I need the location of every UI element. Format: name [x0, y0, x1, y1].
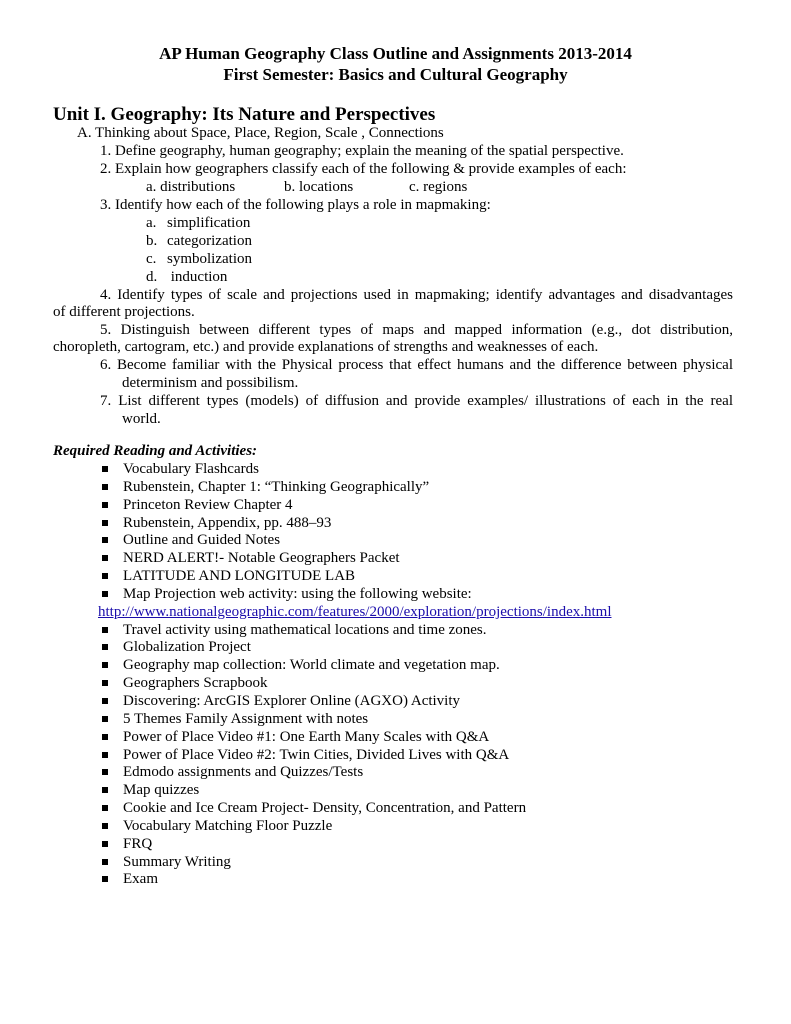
bullet-square-icon	[102, 841, 108, 847]
list-item: Geography map collection: World climate and vegetation map.	[100, 657, 760, 675]
outline-item-5-line2: choropleth, cartogram, etc.) and provide explanations of strengths and weaknesses of each.	[53, 339, 599, 355]
outline-item-4-line1: 4. Identify types of scale and projections used in mapmaking; identify advantages and disadvantages	[100, 287, 733, 303]
outline-item-6-line2: determinism and possibilism.	[122, 375, 299, 391]
section-a-heading: A. Thinking about Space, Place, Region, Scale , Connections	[77, 125, 444, 141]
list-item: Rubenstein, Appendix, pp. 488–93	[100, 515, 760, 533]
outline-item-3-a-letter: a.	[146, 215, 157, 231]
bullet-square-icon	[102, 484, 108, 490]
unit-heading: Unit I. Geography: Its Nature and Perspectives	[53, 104, 436, 125]
bullet-square-icon	[102, 555, 108, 561]
list-item: Exam	[100, 871, 760, 889]
list-item: Vocabulary Flashcards	[100, 461, 760, 479]
list-item: Travel activity using mathematical locations and time zones.	[100, 622, 760, 640]
outline-item-5-line1: 5. Distinguish between different types of maps and mapped information (e.g., dot distribution,	[100, 322, 733, 338]
list-item: Rubenstein, Chapter 1: “Thinking Geographically”	[100, 479, 760, 497]
outline-item-7-line1: 7. List different types (models) of diffusion and provide examples/ illustrations of each in the real	[100, 393, 733, 409]
outline-item-4-line2: of different projections.	[53, 304, 195, 320]
bullet-square-icon	[102, 859, 108, 865]
outline-item-3-b: categorization	[167, 233, 252, 249]
list-item: Princeton Review Chapter 4	[100, 497, 760, 515]
bullet-square-icon	[102, 769, 108, 775]
outline-item-3: 3. Identify how each of the following plays a role in mapmaking:	[100, 197, 491, 213]
bullet-square-icon	[102, 680, 108, 686]
bullet-square-icon	[102, 537, 108, 543]
bullet-square-icon	[102, 698, 108, 704]
list-item: NERD ALERT!- Notable Geographers Packet	[100, 550, 760, 568]
list-item: Vocabulary Matching Floor Puzzle	[100, 818, 760, 836]
bullet-square-icon	[102, 787, 108, 793]
list-item: FRQ	[100, 836, 760, 854]
bullet-square-icon	[102, 627, 108, 633]
list-item: Geographers Scrapbook	[100, 675, 760, 693]
activity-list	[100, 461, 760, 889]
outline-item-3-b-letter: b.	[146, 233, 158, 249]
list-item: Discovering: ArcGIS Explorer Online (AGXO) Activity	[100, 693, 760, 711]
outline-item-3-d: induction	[167, 269, 228, 285]
outline-item-7-line2: world.	[122, 411, 161, 427]
bullet-square-icon	[102, 502, 108, 508]
bullet-square-icon	[102, 662, 108, 668]
bullet-square-icon	[102, 876, 108, 882]
required-reading-heading: Required Reading and Activities:	[53, 443, 258, 459]
list-item: Outline and Guided Notes	[100, 532, 760, 550]
outline-item-3-d-letter: d.	[146, 269, 158, 285]
bullet-square-icon	[102, 823, 108, 829]
bullet-square-icon	[102, 520, 108, 526]
outline-item-3-a: simplification	[167, 215, 251, 231]
list-item: Power of Place Video #2: Twin Cities, Divided Lives with Q&A	[100, 747, 760, 765]
list-item: Map quizzes	[100, 782, 760, 800]
bullet-square-icon	[102, 644, 108, 650]
list-item: Summary Writing	[100, 854, 760, 872]
list-item: Cookie and Ice Cream Project- Density, Concentration, and Pattern	[100, 800, 760, 818]
document-title: AP Human Geography Class Outline and Assignments 2013-2014	[159, 44, 632, 63]
outline-item-6-line1: 6. Become familiar with the Physical process that effect humans and the difference between physical	[100, 357, 733, 373]
bullet-square-icon	[102, 805, 108, 811]
list-item: 5 Themes Family Assignment with notes	[100, 711, 760, 729]
outline-item-3-c: symbolization	[167, 251, 252, 267]
outline-item-2-c: c. regions	[409, 179, 468, 195]
list-item: Globalization Project	[100, 639, 760, 657]
outline-item-2-b: b. locations	[284, 179, 354, 195]
outline-item-2: 2. Explain how geographers classify each of the following & provide examples of each:	[100, 161, 627, 177]
document-subtitle: First Semester: Basics and Cultural Geography	[223, 65, 568, 84]
bullet-square-icon	[102, 591, 108, 597]
bullet-square-icon	[102, 734, 108, 740]
list-item: Power of Place Video #1: One Earth Many Scales with Q&A	[100, 729, 760, 747]
list-item: Edmodo assignments and Quizzes/Tests	[100, 764, 760, 782]
projection-link-line	[98, 604, 760, 622]
projection-website-link[interactable]: http://www.nationalgeographic.com/features/2000/exploration/projections/index.html	[98, 603, 612, 620]
list-item: Map Projection web activity: using the following website:	[100, 586, 760, 604]
list-item: LATITUDE AND LONGITUDE LAB	[100, 568, 760, 586]
bullet-square-icon	[102, 752, 108, 758]
bullet-square-icon	[102, 573, 108, 579]
outline-item-1: 1. Define geography, human geography; explain the meaning of the spatial perspective.	[100, 143, 624, 159]
outline-item-3-c-letter: c.	[146, 251, 157, 267]
outline-item-2-a: a. distributions	[146, 179, 236, 195]
bullet-square-icon	[102, 716, 108, 722]
bullet-square-icon	[102, 466, 108, 472]
